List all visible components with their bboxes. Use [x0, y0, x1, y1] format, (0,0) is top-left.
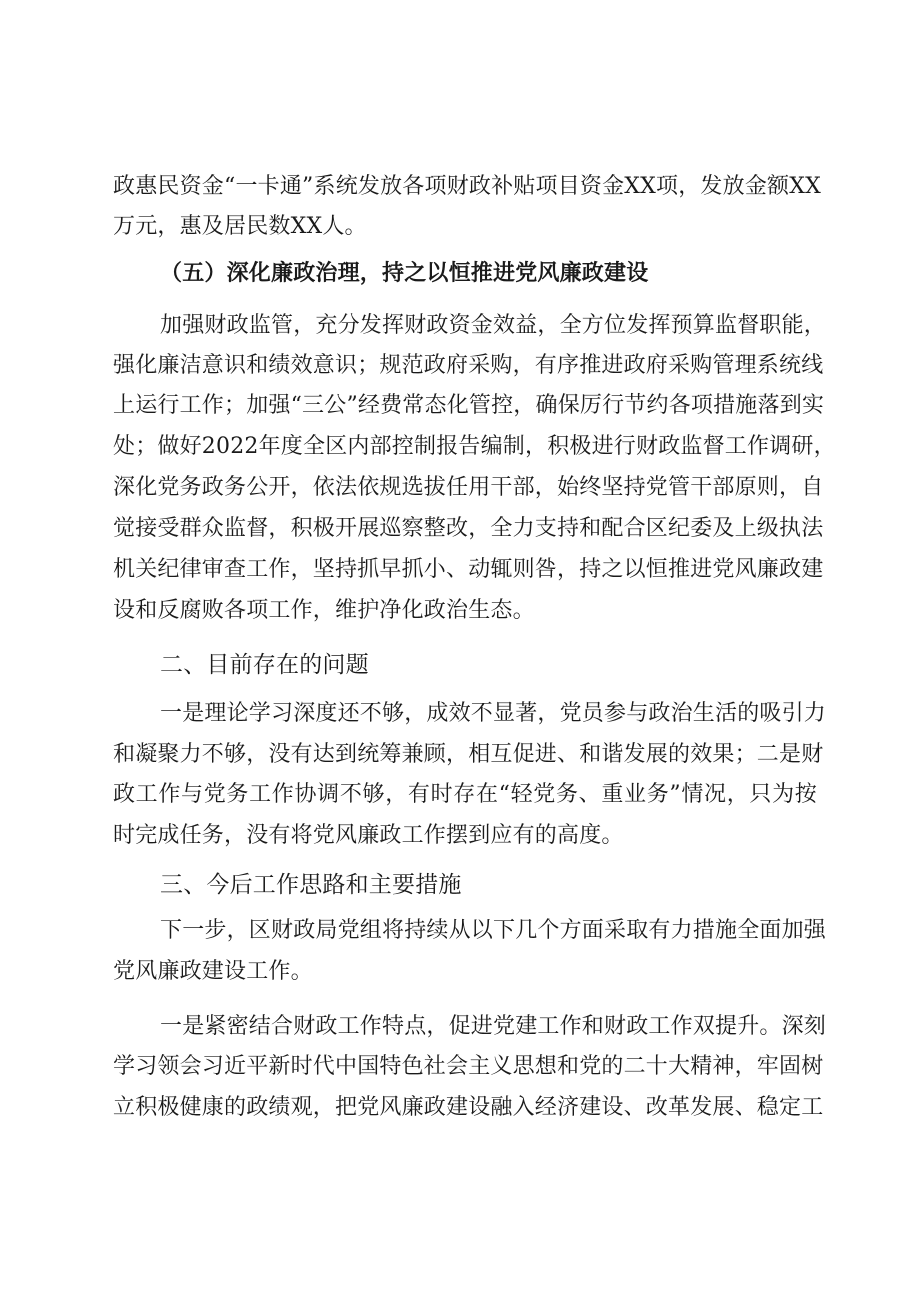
paragraph-line: 强化廉洁意识和绩效意识；规范政府采购，有序推进政府采购管理系统线: [113, 353, 824, 378]
paragraph-line: 上运行工作；加强“三公”经费常态化管控，确保厉行节约各项措施落到实: [113, 393, 825, 418]
paragraph-line: 立积极健康的政绩观，把党风廉政建设融入经济建设、改革发展、稳定工: [113, 1095, 824, 1120]
paragraph-line: 政惠民资金“一卡通”系统发放各项财政补贴项目资金XX项，发放金额XX: [113, 174, 821, 199]
paragraph-line: 下一步，区财政局党组将持续从以下几个方面采取有力措施全面加强: [160, 918, 827, 943]
paragraph-line: 机关纪律审查工作，坚持抓早抓小、动辄则咎，持之以恒推进党风廉政建: [113, 557, 824, 582]
paragraph-line: 一是理论学习深度还不够，成效不显著，党员参与政治生活的吸引力: [160, 701, 827, 726]
paragraph-line: 党风廉政建设工作。: [113, 959, 313, 984]
paragraph-line: 处；做好2022年度全区内部控制报告编制，积极进行财政监督工作调研，: [113, 434, 836, 459]
paragraph-line: 时完成任务，没有将党风廉政工作摆到应有的高度。: [113, 823, 624, 848]
paragraph-line: 设和反腐败各项工作，维护净化政治生态。: [113, 598, 535, 623]
paragraph-line: 和凝聚力不够，没有达到统筹兼顾，相互促进、和谐发展的效果；二是财: [113, 742, 824, 767]
paragraph-line: 加强财政监管，充分发挥财政资金效益，全方位发挥预算监督职能，: [160, 313, 827, 338]
section-subheading: （五）深化廉政治理，持之以恒推进党风廉政建设: [160, 260, 649, 286]
paragraph-line: 政工作与党务工作协调不够，有时存在“轻党务、重业务”情况，只为按: [113, 782, 817, 807]
section-heading: 二、目前存在的问题: [160, 652, 369, 678]
paragraph-line: 万元，惠及居民数XX人。: [113, 214, 367, 239]
paragraph-line: 学习领会习近平新时代中国特色社会主义思想和党的二十大精神，牢固树: [113, 1054, 824, 1079]
paragraph-line: 深化党务政务公开，依法依规选拔任用干部，始终坚持党管干部原则，自: [113, 475, 824, 500]
section-heading: 三、今后工作思路和主要措施: [160, 872, 462, 898]
paragraph-line: 觉接受群众监督，积极开展巡察整改，全力支持和配合区纪委及上级执法: [113, 516, 824, 541]
paragraph-line: 一是紧密结合财政工作特点，促进党建工作和财政工作双提升。深刻: [160, 1014, 827, 1039]
